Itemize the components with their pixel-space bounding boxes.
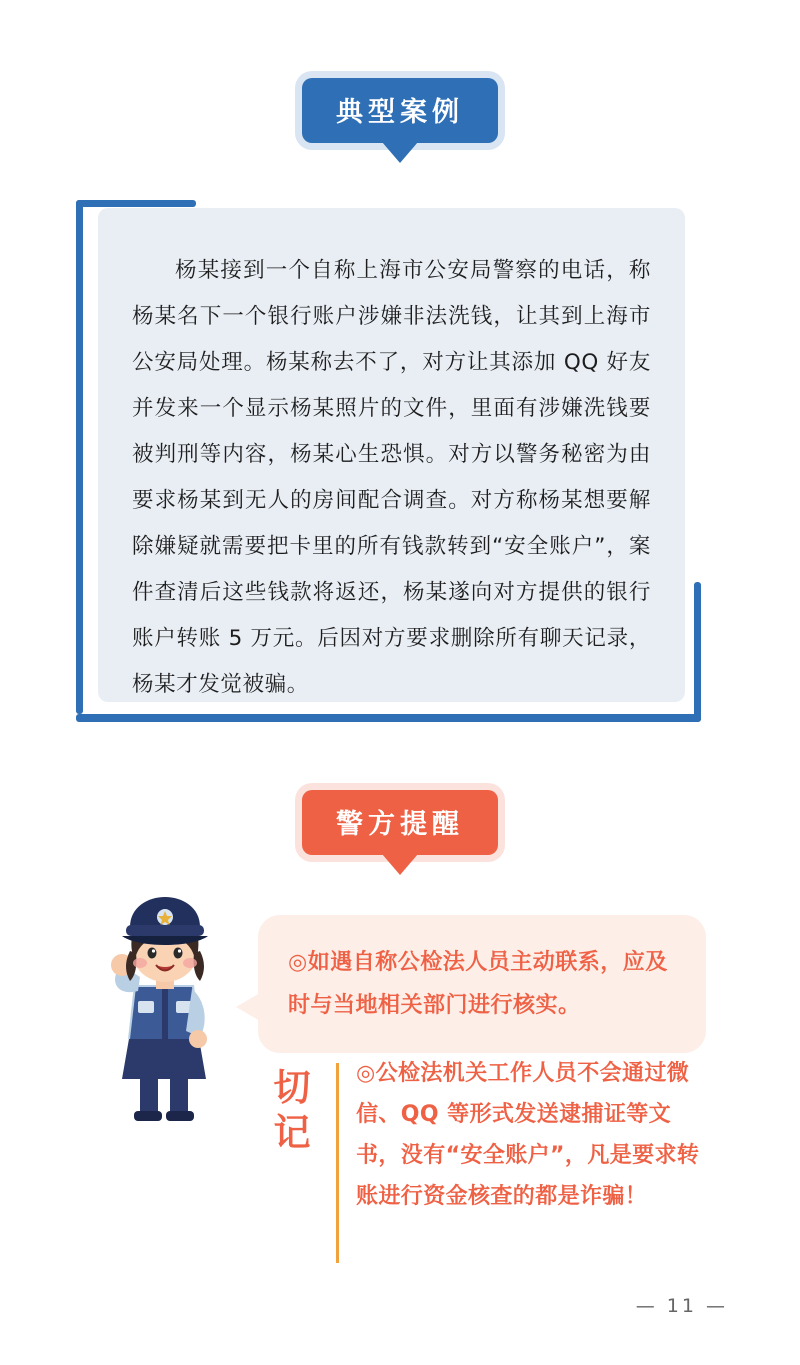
frame-left-bar xyxy=(76,200,83,714)
warning-badge-container xyxy=(0,790,800,855)
police-advice-bubble xyxy=(258,915,706,1053)
warning-badge: 警方提醒 xyxy=(302,790,498,855)
remember-block xyxy=(258,1053,706,1217)
remember-divider xyxy=(336,1063,339,1263)
case-badge-container xyxy=(0,78,800,143)
frame-right-bar xyxy=(694,582,701,722)
remember-label: 切记 xyxy=(273,1065,311,1154)
frame-bottom-bar xyxy=(76,714,701,722)
frame-top-bar xyxy=(76,200,196,207)
police-officer-illustration xyxy=(78,893,253,1123)
case-body-text: 杨某接到一个自称上海市公安局警察的电话，称杨某名下一个银行账户涉嫌非法洗钱，让其到上海市公安局处理。杨某称去不了，对方让其添加 QQ 好友并发来一个显示杨某照片的文件，里面有涉嫌洗钱要被判刑等内容，杨某心生恐惧。对方以警务秘密为由要求杨某到无人的房间配合调查。对方称杨某想要解除嫌疑就需要把卡里的所有钱款转到“安全账户”，案件查清后这些钱款将返还，杨某遂向对方提供的银行账户转账 5 万元。后因对方要求删除所有聊天记录，杨某才发觉被骗。 xyxy=(132,258,651,697)
case-badge: 典型案例 xyxy=(302,78,498,143)
case-frame xyxy=(76,194,701,722)
remember-text: ◎公检法机关工作人员不会通过微信、QQ 等形式发送逮捕证等文书，没有“安全账户”，凡是要求转账进行资金核查的都是诈骗！ xyxy=(356,1061,700,1209)
page-number: — 11 — xyxy=(635,1295,728,1317)
police-advice-text: ◎如遇自称公检法人员主动联系，应及时与当地相关部门进行核实。 xyxy=(288,950,668,1018)
case-text-box xyxy=(98,208,685,702)
